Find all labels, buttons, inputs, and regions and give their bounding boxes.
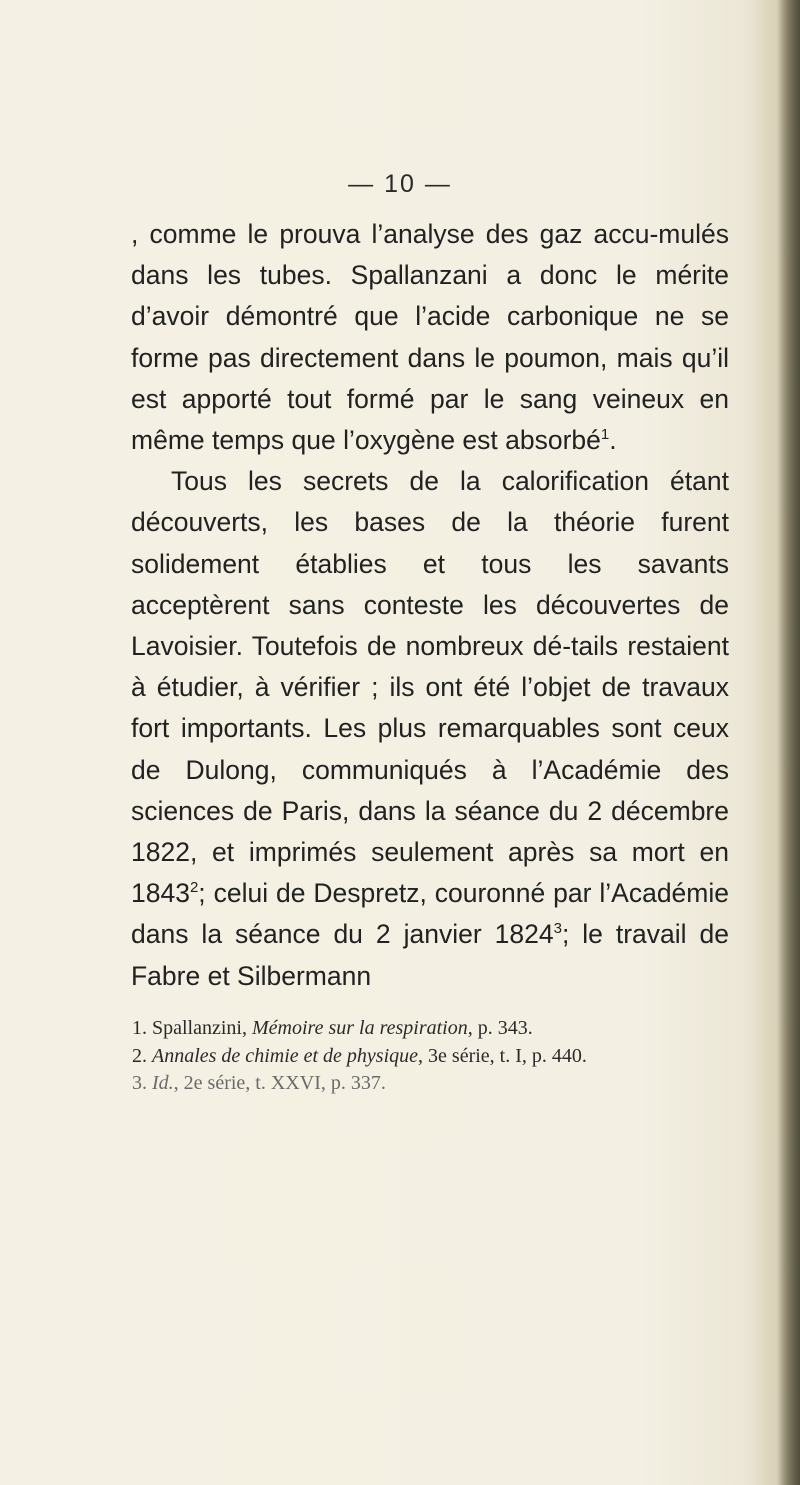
footnote-number: 3. xyxy=(132,1072,147,1094)
paragraph-1-end: . xyxy=(609,425,617,456)
paragraph-2 xyxy=(131,461,729,997)
footnote-2 xyxy=(122,1043,727,1071)
footnote-number: 1. xyxy=(132,1017,147,1039)
paragraph-2-part-2: ; celui de Despretz, couronné par l’Académie dans la séance du 2 janvier 1824 xyxy=(131,878,729,950)
footnote-author: Spallanzini, xyxy=(152,1017,247,1039)
footnote-title: Annales de chimie et de physique xyxy=(152,1044,419,1067)
footnote-title: Id. xyxy=(152,1072,174,1094)
footnote-ref-2: 2 xyxy=(189,879,199,897)
footnote-number: 2. xyxy=(132,1044,147,1067)
footnote-1 xyxy=(122,1015,727,1043)
footnote-3 xyxy=(122,1070,727,1098)
paragraph-1 xyxy=(131,214,729,461)
body-text xyxy=(131,214,729,997)
paragraph-2-part-1: Tous les secrets de la calorification étant découverts, les bases de la théorie furent solidement établies et tous les savants acceptèrent sans conteste les découvertes de Lavoisier. Toutefois de nombreux dé-tails restaient à étudier, à vérifier ; ils ont été l’objet de travaux fort importants. Les plus remarquables sont ceux de Dulong, communiqués à l’Académie des sciences de Paris, dans la séance du 2 décembre 1822, et imprimés seulement après sa mort en 1843 xyxy=(131,466,729,909)
page-number: — 10 — xyxy=(348,170,452,198)
page-edge-shadow xyxy=(778,0,800,1485)
paragraph-2-part-3: ; le travail de Fabre et Silbermann xyxy=(131,919,729,991)
footnote-ref-3: 3 xyxy=(553,920,562,938)
footnote-ref-1: 1 xyxy=(600,426,610,444)
footnotes xyxy=(122,1015,727,1098)
footnote-title: Mémoire sur la respiration xyxy=(251,1017,468,1039)
paragraph-1-text: , comme le prouva l’analyse des gaz accu-mulés dans les tubes. Spallanzani a donc le mérite d’avoir démontré que l’acide carbonique ne se forme pas directement dans le poumon, mais qu’il est apporté tout formé par le sang veineux en même temps que l’oxygène est absorbé xyxy=(131,219,729,456)
footnote-rest: , p. 343. xyxy=(467,1017,533,1039)
footnote-rest: , 3e série, t. I, p. 440. xyxy=(418,1044,587,1067)
footnote-rest: , 2e série, t. XXVI, p. 337. xyxy=(173,1072,386,1094)
